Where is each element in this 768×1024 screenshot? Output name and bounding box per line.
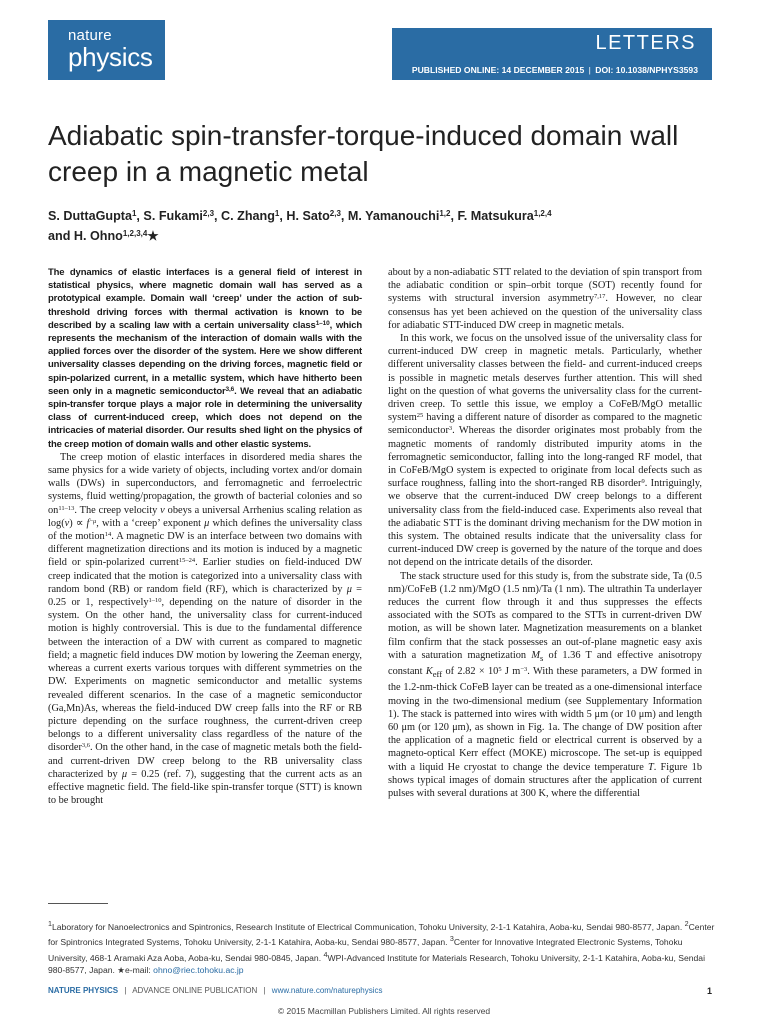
footer-url[interactable]: www.nature.com/naturephysics bbox=[271, 986, 383, 995]
affiliations-text: $^1$Laboratory for Nanoelectronics and Spintronics, Research Institute of Electrical Communication, Tohoku University, 2-1-1 Katahira, Aoba-ku, Sendai 980-8577, Japan. $^2$Center for Spintronics Integrated Systems, Tohoku University, 2-1-1 Katahira, Aoba-ku, Sendai 980-8577, Japan. $^3$Center for Innovative Integrated Electronic Systems, Tohoku University, 468-1 Aramaki Aza Aoba, Aoba-ku, Sendai 980-0845, Japan. $^4$WPI-Advanced Institute for Materials Research, Tohoku University, 2-1-1 Katahira, Aoba-ku, Sendai 980-8577, Japan. ★e-mail: bbox=[48, 920, 715, 976]
publication-line bbox=[412, 65, 698, 75]
header-separator: | bbox=[588, 65, 591, 75]
logo-word-nature: nature bbox=[68, 27, 112, 44]
paragraph: The creep motion of elastic interfaces in disordered media shares the same physics for a wide variety of objects, including vortex and/or domain walls (DWs) in superconductors, and ferromagnetic and ferroelectric systems, fluid wetting/propagation, the growth of bacterial colonies and so $on^{11-13}$. The creep velocity v obeys a universal Arrhenius scaling relation as $\log(v) \propto f^{-\mu}$, with a ‘creep’ exponent μ which defines the universality class of the motion$^{14}$. A magnetic DW is an interface between two domains with different magnetization directions and its motion is induced by a magnetic field or spin-polarized current$^{15-24}$. Earlier studies on field-induced DW creep indicated that the motion is categorized into a universality class with random bond (RB) or random field (RF), which is characterized by μ = 0.25 or 1, respectively$^{1-10}$, depending on the nature of disorder in the system. On the other hand, the universality class for current-induced motion is highly controversial. This is due to the fundamental difference between the interaction of a DW with current as compared to magnetic field; a magnetic field induces DW motion by lowering the Zeeman energy, whereas a current exerts various torques with different symmetries on the DW. Experiments on magnetic semiconductor and metallic systems revealed different scenarios. In the case of a magnetic semiconductor (Ga,Mn)As, whereas the field-induced DW creep falls into the RF or RB picture depending on the surface roughness, the current-driven creep belongs to a different universality class regardless of the nature of the disorder$^{3,6}$. On the other hand, in the case of magnetic metals both the field- and current-driven DW creep belong to the RB universality class characterized by μ = 0.25 (ref. 7), suggesting that the current acts as an effective magnetic field. The field-like spin-transfer torque (STT) is known to be brought bbox=[48, 451, 363, 807]
footnote-rule bbox=[48, 903, 108, 904]
doi[interactable]: DOI: 10.1038/NPHYS3593 bbox=[595, 65, 698, 75]
footer-journal: NATURE PHYSICS bbox=[48, 986, 119, 995]
author-list: S. DuttaGupta$^1$, S. Fukami$^{2,3}$, C. Zhang$^1$, H. Sato$^{2,3}$, M. Yamanouchi$^{1,2}$, F. Matsukura$^{1,2,4}$ and H. Ohno$^{1,2,3,4}$★ bbox=[48, 209, 552, 243]
section-label: LETTERS bbox=[595, 32, 696, 54]
footer-separator: | bbox=[124, 986, 127, 995]
paragraph: The dynamics of elastic interfaces is a general field of interest in statistical physics, where magnetic domain wall has served as a prototypical example. Domain wall ‘creep’ under the action of sub-threshold driving forces with thermal activation is known to be described by a scaling law with a certain universality class$^{1-10}$, which represents the mechanism of the interaction of domain walls with the applied forces over the disorder of the system. Here we show different universality classes depending on the driving forces, magnetic field or spin-polarized current, in a metallic system, which have hitherto been seen only in a magnetic semiconductor$^{3,6}$. We reveal that an adiabatic spin-transfer torque plays a major role in determining the universality class of current-induced creep, which does not depend on the intricacies of material disorder. Our results shed light on the physics of the creep motion of domain walls and other elastic systems. bbox=[48, 267, 363, 450]
journal-logo bbox=[48, 20, 165, 80]
article-title: Adiabatic spin-transfer-torque-induced domain wall creep in a magnetic metal bbox=[48, 120, 679, 187]
page-number: 1 bbox=[706, 986, 712, 996]
footer-publication: ADVANCE ONLINE PUBLICATION bbox=[132, 986, 258, 995]
page-footer bbox=[48, 986, 712, 995]
paragraph: The stack structure used for this study is, from the substrate side, Ta (0.5 nm)/CoFeB (1.2 nm)/MgO (1.5 nm)/Ta (1 nm). The ultrathin Ta underlayer reduces the current flow through it and thus suppresses the effects associated with the SOTs as compared to the STTs in current-driven DW motion, as will be shown later. Magnetization measurements on a blanket film confirm that the stack possesses an out-of-plane magnetic easy axis with a saturation magnetization $M_s$ of 1.36 T and effective anisotropy constant $K_{eff}$ of $2.82 \times 10^5$ J $m^{-3}$. With these parameters, a DW formed in the 1.2-nm-thick CoFeB layer can be treated as a one-dimensional interface moving in the two-dimensional medium (see Supplementary Information 1). The stack is patterned into wires with width 5 μm (or 10 μm) and length 60 μm (or 120 μm), as shown in Fig. 1a. The change of DW position after the application of a magnetic field or electrical current is observed by a magneto-optical Kerr effect (MOKE) microscope. The set-up is equipped with a liquid He cryostat to change the device temperature T. Figure 1b shows typical images of domain structures after the application of current pulses with several durations at 300 K, where the differential bbox=[388, 570, 703, 800]
footer-separator: | bbox=[263, 986, 266, 995]
section-banner bbox=[392, 28, 712, 80]
copyright-notice: © 2015 Macmillan Publishers Limited. All rights reserved bbox=[277, 1006, 491, 1016]
logo-word-physics: physics bbox=[68, 42, 153, 72]
paragraph: about by a non-adiabatic STT related to the deviation of spin transport from the adiabatic condition or spin–orbit torque (SOT) recently found for systems with structural inversion asymmetry$^{7,17}$. However, no clear consensus has yet been achieved on the question of the universality class for adiabatic STT-induced DW creep in magnetic metals. bbox=[388, 267, 702, 331]
contact-email[interactable]: ohno@riec.tohoku.ac.jp bbox=[153, 965, 244, 976]
right-column bbox=[388, 266, 702, 800]
paragraph: In this work, we focus on the unsolved issue of the universality class for current-induced DW creep in magnetic metals. Particularly, whether different universality classes between the field- and current-induced creeps is possible in magnetic metals deserves further attention. This will shed light on the question of what governs the universality class for the current-driven creep. To settle this issue, we employ a CoFeB/MgO metallic system$^{25}$ having a different nature of disorder as compared to the magnetic semiconductor$^3$. Whereas the disorder originates most probably from the magnetic moments of randomly distributed impurity atoms in the ferromagnetic semiconductor, falling into the long-ranged RF model, that in CoFeB/MgO system is expected to originate from local defects such as surface roughness, falling into the short-ranged RB disorder$^9$. Intriguingly, we observe that the current-induced DW creep belongs to a different universality class from the field-induced case. Experiments also reveal that the adiabatic STT is the dominant driving mechanism for the DW motion in this system. The obtained results indicate that the universality class for current-induced DW creep is governed by the nature of the torque and does not depend on the intricate details of the disorder. bbox=[388, 333, 702, 569]
affiliations bbox=[48, 918, 720, 977]
published-date: PUBLISHED ONLINE: 14 DECEMBER 2015 bbox=[411, 65, 585, 75]
left-column bbox=[48, 266, 362, 807]
